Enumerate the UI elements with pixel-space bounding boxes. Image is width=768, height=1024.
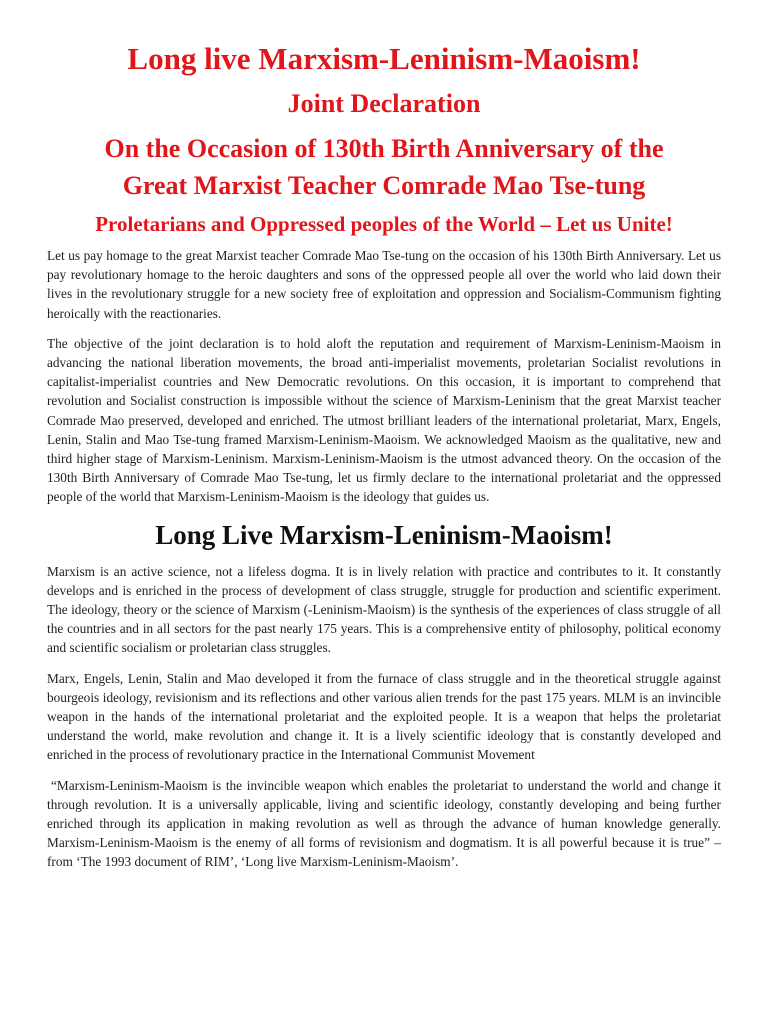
occasion-line-2: Great Marxist Teacher Comrade Mao Tse-tung	[122, 171, 646, 200]
occasion-line-1: On the Occasion of 130th Birth Anniversary of the	[104, 134, 664, 163]
slogan-heading: Proletarians and Oppressed peoples of the World – Let us Unite!	[95, 212, 673, 236]
document-subtitle: Joint Declaration	[287, 89, 481, 118]
occasion-heading	[47, 130, 721, 204]
paragraph-4: Marx, Engels, Lenin, Stalin and Mao developed it from the furnace of class struggle and in the theoretical struggle against bourgeois ideology, revisionism and its reflections and other various alien trends for the past 175 years. MLM is an invincible weapon in the hands of the international proletariat and the exploited people. It is a weapon that helps the proletariat understand the world, make revolution and change it. It is a lively scientific ideology that is constantly developed and enriched in the process of revolutionary practice in the International Communist Movement	[47, 670, 721, 763]
paragraph-3: Marxism is an active science, not a lifeless dogma. It is in lively relation with practice and contributes to it. It constantly develops and is enriched in the process of development of class struggle, struggle for production and scientific experiment. The ideology, theory or the science of Marxism (-Leninism-Maoism) is the synthesis of the experiences of class struggle of all the countries and in all sectors for the past nearly 175 years. This is a comprehensive entity of philosophy, political economy and scientific socialism or proletarian class struggles.	[47, 563, 721, 656]
paragraph-5-quote: “Marxism-Leninism-Maoism is the invincible weapon which enables the proletariat to understand the world and change it through revolution. It is a universally applicable, living and scientific ideology, constantly developing and being further enriched through its application in making revolution as well as through the advance of human knowledge generally. Marxism-Leninism-Maoism is the enemy of all forms of revisionism and dogmatism. It is all powerful because it is true” – from ‘The 1993 document of RIM’, ‘Long live Marxism-Leninism-Maoism’.	[47, 777, 721, 870]
document-title: Long live Marxism-Leninism-Maoism!	[127, 41, 641, 76]
paragraph-2: The objective of the joint declaration is to hold aloft the reputation and requirement of Marxism-Leninism-Maoism in advancing the national liberation movements, the broad anti-imperialist movements, proletarian Socialist revolutions in capitalist-imperialist countries and New Democratic revolutions. On this occasion, it is important to comprehend that revolution and Socialist construction is impossible without the science of Marxism-Leninism that the great Marxist teacher Comrade Mao preserved, developed and enriched. The utmost brilliant leaders of the international proletariat, Marx, Engels, Lenin, Stalin and Mao Tse-tung framed Marxism-Leninism-Maoism. We acknowledged Maoism as the qualitative, new and third higher stage of Marxism-Leninism. Marxism-Leninism-Maoism is the utmost advanced theory. On the occasion of the 130th Birth Anniversary of Comrade Mao Tse-tung, let us firmly declare to the international proletariat and the oppressed people of the world that Marxism-Leninism-Maoism is the ideology that guides us.	[47, 335, 721, 505]
paragraph-1: Let us pay homage to the great Marxist teacher Comrade Mao Tse-tung on the occasion of his 130th Birth Anniversary. Let us pay revolutionary homage to the heroic daughters and sons of the oppressed people all over the world who laid down their lives in the revolutionary struggle for a new society free of exploitation and oppression and Socialism-Communism fighting heroically with the reactionaries.	[47, 248, 721, 321]
section-heading: Long Live Marxism-Leninism-Maoism!	[155, 519, 613, 550]
